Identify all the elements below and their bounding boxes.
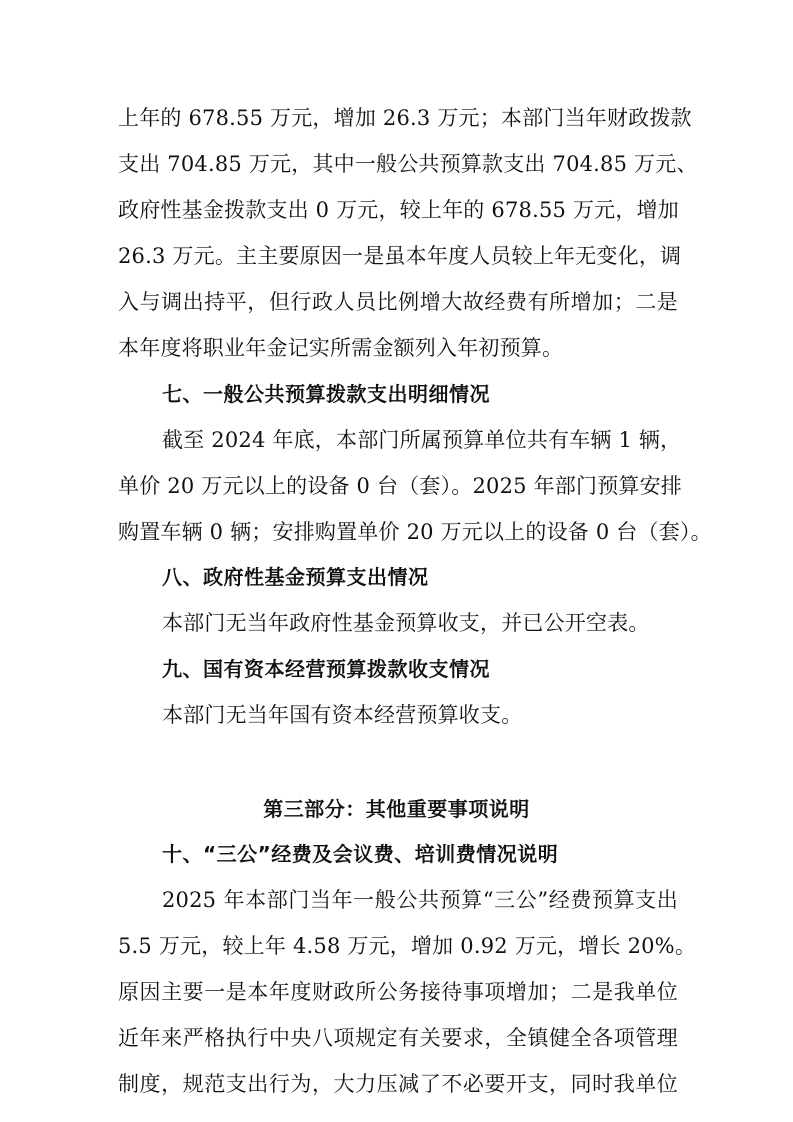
paragraph-line: 截至 2024 年底，本部门所属预算单位共有车辆 1 辆， (162, 428, 682, 452)
paragraph-line: 政府性基金拨款支出 0 万元，较上年的 678.55 万元，增加 (118, 198, 679, 222)
paragraph-line: 本部门无当年政府性基金预算收支，并已公开空表。 (162, 611, 650, 635)
paragraph-line: 上年的 678.55 万元，增加 26.3 万元；本部门当年财政拨款 (118, 106, 692, 130)
paragraph-line: 制度，规范支出行为，大力压减了不必要开支，同时我单位 (118, 1072, 678, 1096)
paragraph-line: 26.3 万元。主主要原因一是虽本年度人员较上年无变化，调 (118, 244, 682, 268)
part-title: 第三部分：其他重要事项说明 (263, 797, 530, 821)
paragraph-line: 近年来严格执行中央八项规定有关要求，全镇健全各项管理 (118, 1026, 678, 1050)
paragraph-line: 5.5 万元，较上年 4.58 万元，增加 0.92 万元，增长 20%。 (118, 934, 697, 958)
section-heading: 十、“三公”经费及会议费、培训费情况说明 (162, 842, 559, 866)
paragraph-line: 原因主要一是本年度财政所公务接待事项增加；二是我单位 (118, 980, 678, 1004)
paragraph-line: 本部门无当年国有资本经营预算收支。 (162, 703, 523, 727)
section-heading: 九、国有资本经营预算拨款收支情况 (162, 657, 490, 681)
paragraph-line: 单价 20 万元以上的设备 0 台（套）。2025 年部门预算安排 (118, 474, 683, 498)
section-heading: 八、政府性基金预算支出情况 (162, 565, 429, 589)
paragraph-line: 支出 704.85 万元，其中一般公共预算款支出 704.85 万元、 (118, 152, 698, 176)
paragraph-line: 2025 年本部门当年一般公共预算“三公”经费预算支出 (162, 888, 678, 912)
paragraph-line: 本年度将职业年金记实所需金额列入年初预算。 (118, 336, 564, 360)
paragraph-line: 购置车辆 0 辆；安排购置单价 20 万元以上的设备 0 台（套）。 (118, 520, 712, 544)
section-heading: 七、一般公共预算拨款支出明细情况 (162, 382, 490, 406)
paragraph-line: 入与调出持平，但行政人员比例增大故经费有所增加；二是 (118, 290, 678, 314)
